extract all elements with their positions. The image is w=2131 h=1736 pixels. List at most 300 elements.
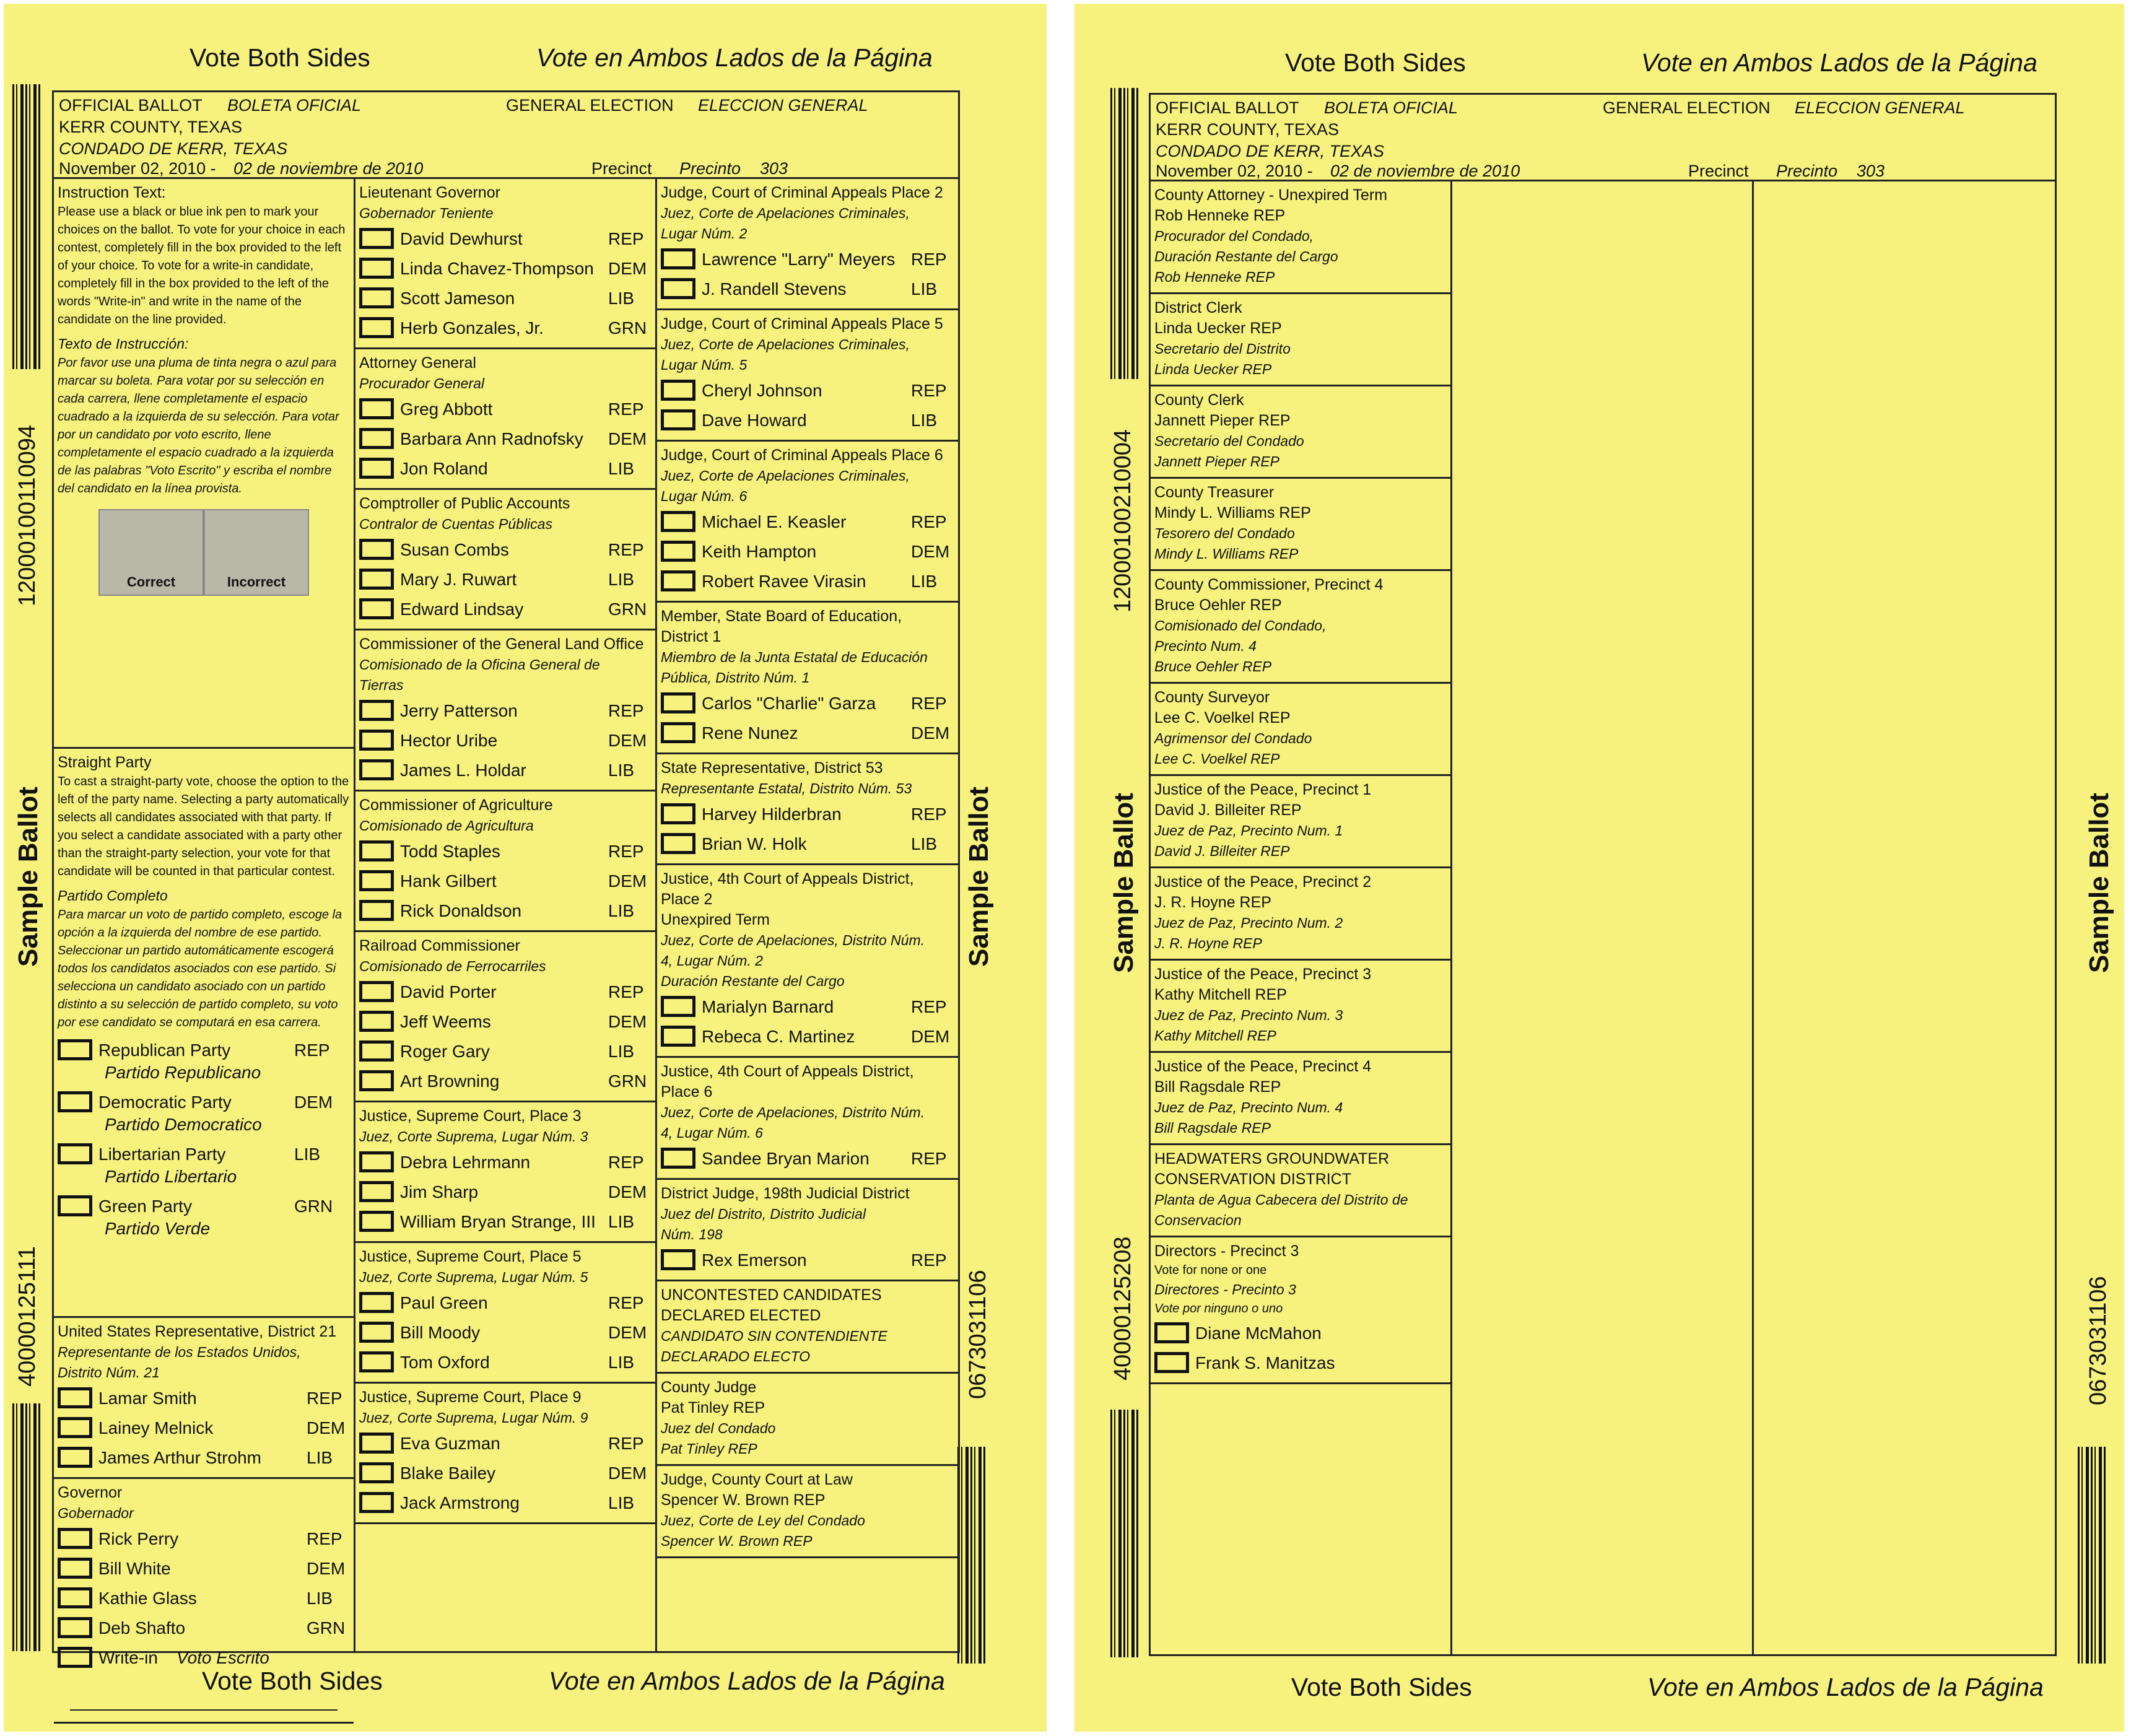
vote-checkbox[interactable] xyxy=(661,1249,695,1270)
vote-checkbox[interactable] xyxy=(661,996,695,1017)
candidate-option[interactable] xyxy=(359,253,652,283)
party-abbr: LIB xyxy=(911,279,938,299)
vote-checkbox[interactable] xyxy=(1154,1352,1189,1373)
vote-checkbox[interactable] xyxy=(359,1492,394,1513)
candidate-name: Cheryl Johnson xyxy=(702,380,822,400)
candidate-option[interactable] xyxy=(661,799,954,829)
candidate-name: Tom Oxford xyxy=(400,1352,490,1372)
candidate-option[interactable] xyxy=(359,1177,652,1206)
contest-title: Place 2 xyxy=(661,891,713,908)
vote-checkbox[interactable] xyxy=(359,1070,394,1091)
vote-checkbox[interactable] xyxy=(661,511,695,532)
candidate-name: Diane McMahon xyxy=(1195,1323,1322,1343)
uncontested-office xyxy=(657,1466,958,1558)
uncontested-title: UNCONTESTED CANDIDATES xyxy=(661,1286,882,1304)
ballot-page-back xyxy=(1074,4,2124,1732)
vote-checkbox[interactable] xyxy=(58,1195,92,1216)
official-ballot: OFFICIAL BALLOT xyxy=(59,96,203,115)
ballot-page-front xyxy=(4,4,1047,1732)
straight-party-block xyxy=(54,749,354,1318)
candidate-option[interactable] xyxy=(661,244,954,274)
contest-title: Unexpired Term xyxy=(661,911,770,928)
party-abbr: DEM xyxy=(608,1011,647,1031)
candidate-name: Marialyn Barnard xyxy=(702,997,834,1016)
candidate-name: Bill White xyxy=(98,1558,171,1578)
candidate-option[interactable] xyxy=(661,718,954,748)
vote-checkbox[interactable] xyxy=(661,248,695,269)
vote-checkbox[interactable] xyxy=(58,1039,92,1060)
vote-checkbox[interactable] xyxy=(58,1647,92,1668)
candidate-name: Mary J. Ruwart xyxy=(400,569,517,589)
candidate-name: Hank Gilbert xyxy=(400,871,497,891)
vote-checkbox[interactable] xyxy=(661,278,695,299)
candidate-option[interactable] xyxy=(58,1383,350,1413)
candidate-option[interactable] xyxy=(359,224,652,253)
office-title-es: Secretario del Condado xyxy=(1154,433,1304,449)
instructions-title-es: Texto de Instrucción: xyxy=(58,336,189,352)
contest-title: Justice, 4th Court of Appeals District, xyxy=(661,870,914,888)
contest-governor xyxy=(54,1479,354,1724)
uncontested-office xyxy=(1151,571,1450,684)
party-abbr: LIB xyxy=(294,1145,321,1164)
sample-ballot-label: Sample Ballot xyxy=(1109,793,1139,973)
office-title: Judge, County Court at Law xyxy=(661,1471,853,1488)
headwaters-title-2: CONSERVATION DISTRICT xyxy=(1154,1171,1352,1188)
ballot-column-3 xyxy=(657,179,958,1651)
vote-checkbox[interactable] xyxy=(58,1091,92,1112)
candidate-name: Blake Bailey xyxy=(400,1463,496,1483)
contest-title-es: Distrito Núm. 21 xyxy=(58,1364,160,1381)
candidate-option[interactable] xyxy=(359,896,652,925)
vote-checkbox[interactable] xyxy=(661,409,695,430)
office-title: District Clerk xyxy=(1154,299,1242,316)
candidate-option[interactable] xyxy=(359,313,652,342)
candidate-option[interactable] xyxy=(359,1006,652,1036)
vote-both-sides-es-top: Vote en Ambos Lados de la Página xyxy=(1641,48,2037,77)
county-name: KERR COUNTY, TEXAS xyxy=(59,118,243,136)
candidate-name: David Porter xyxy=(400,982,497,1001)
timing-barcode xyxy=(12,84,41,369)
party-name xyxy=(98,1195,294,1240)
contest-title: Directors - Precinct 3 xyxy=(1154,1242,1299,1260)
candidate-name: Michael E. Keasler xyxy=(702,512,847,531)
candidate-name: J. Randell Stevens xyxy=(702,279,847,299)
candidate-option[interactable] xyxy=(359,696,652,725)
timing-barcode xyxy=(957,1447,986,1664)
vote-checkbox[interactable] xyxy=(359,1462,394,1483)
candidate-option[interactable] xyxy=(359,1288,652,1317)
candidate-name: Jeff Weems xyxy=(400,1011,491,1031)
contest-title: Commissioner of the General Land Office xyxy=(359,635,644,653)
party-abbr: GRN xyxy=(608,1071,647,1091)
write-in-option[interactable] xyxy=(58,1642,350,1672)
contest-sc5 xyxy=(355,1243,655,1384)
timing-barcode xyxy=(2078,1447,2106,1664)
vote-checkbox[interactable] xyxy=(359,700,394,721)
candidate-name: Rob Henneke REP xyxy=(1154,207,1286,224)
vote-checkbox[interactable] xyxy=(359,569,394,590)
uncontested-header xyxy=(657,1281,958,1374)
vote-checkbox[interactable] xyxy=(58,1447,92,1468)
headwaters-block xyxy=(1151,1145,1450,1237)
contest-sboe xyxy=(657,603,958,754)
contest-title-es: Juez, Corte de Apelaciones Criminales, xyxy=(661,336,910,352)
vote-checkbox[interactable] xyxy=(359,900,394,921)
vote-checkbox[interactable] xyxy=(661,833,695,854)
candidate-option[interactable] xyxy=(359,1036,652,1066)
candidate-option[interactable] xyxy=(58,1524,350,1553)
office-title: Justice of the Peace, Precinct 1 xyxy=(1154,781,1372,798)
vote-checkbox[interactable] xyxy=(661,722,695,743)
candidate-name: Lainey Melnick xyxy=(98,1418,214,1437)
party-option[interactable] xyxy=(58,1039,350,1084)
vote-checkbox[interactable] xyxy=(661,1148,695,1169)
contest-title-es: Directores - Precinto 3 xyxy=(1154,1281,1296,1298)
county-name-es: CONDADO DE KERR, TEXAS xyxy=(59,139,288,158)
timing-barcode xyxy=(1110,88,1139,379)
party-abbr: REP xyxy=(911,1250,947,1270)
office-title: County Treasurer xyxy=(1154,484,1275,501)
candidate-option[interactable] xyxy=(359,836,652,866)
candidate-name: Jannett Pieper REP xyxy=(1154,412,1291,429)
candidate-option[interactable] xyxy=(359,755,652,785)
vote-checkbox[interactable] xyxy=(58,1558,92,1579)
vote-checkbox[interactable] xyxy=(661,1026,695,1047)
vote-both-sides-es-top: Vote en Ambos Lados de la Página xyxy=(536,43,933,72)
election-date-es: 02 de noviembre de 2010 xyxy=(233,159,424,178)
candidate-option[interactable] xyxy=(359,283,652,313)
party-abbr: LIB xyxy=(608,288,635,308)
candidate-name: Jim Sharp xyxy=(400,1182,479,1202)
ballot-column-2 xyxy=(355,179,657,1651)
candidate-name: Rick Donaldson xyxy=(400,901,522,920)
candidate-name-es: Spencer W. Brown REP xyxy=(661,1533,813,1549)
contest-title-es: Juez, Corte de Apelaciones Criminales, xyxy=(661,205,910,221)
candidate-option[interactable] xyxy=(661,1143,954,1173)
election-name: GENERAL ELECTION xyxy=(1603,98,1771,117)
party-option[interactable] xyxy=(58,1143,350,1188)
contest-title-es: Comisionado de Agricultura xyxy=(359,818,534,834)
candidate-name: Linda Uecker REP xyxy=(1154,320,1282,337)
office-title-es: Juez de Paz, Precinto Num. 4 xyxy=(1154,1099,1343,1115)
contest-sc9 xyxy=(355,1384,655,1524)
party-name-es: Partido Libertario xyxy=(105,1167,237,1186)
candidate-option[interactable] xyxy=(359,977,652,1006)
vote-checkbox[interactable] xyxy=(58,1417,92,1438)
vote-both-sides-es-bottom: Vote en Ambos Lados de la Página xyxy=(549,1667,945,1695)
candidate-option[interactable] xyxy=(359,1458,652,1488)
vote-checkbox[interactable] xyxy=(58,1143,92,1164)
straight-party-title: Straight Party xyxy=(58,754,152,771)
party-name-es: Partido Republicano xyxy=(105,1063,261,1082)
candidate-name: Barbara Ann Radnofsky xyxy=(400,429,583,448)
election-date: November 02, 2010 - xyxy=(59,159,216,178)
vote-checkbox[interactable] xyxy=(359,840,394,861)
uncontested-office xyxy=(1151,386,1450,479)
party-abbr: REP xyxy=(294,1040,330,1060)
uncontested-title-es: CANDIDATO SIN CONTENDIENTE xyxy=(661,1328,887,1344)
timing-barcode xyxy=(1110,1410,1139,1657)
contest-us_rep xyxy=(54,1318,354,1479)
party-abbr: REP xyxy=(608,700,644,720)
vote-checkbox[interactable] xyxy=(359,1181,394,1202)
contest-title-es: Tierras xyxy=(359,677,404,693)
office-title-es: Comisionado del Condado, xyxy=(1154,617,1327,634)
candidate-name: David J. Billeiter REP xyxy=(1154,801,1302,819)
vote-checkbox[interactable] xyxy=(661,541,695,562)
uncontested-title-2: DECLARED ELECTED xyxy=(661,1307,821,1324)
vote-checkbox[interactable] xyxy=(359,981,394,1002)
party-option[interactable] xyxy=(58,1195,350,1240)
vote-both-sides-es-bottom: Vote en Ambos Lados de la Página xyxy=(1647,1673,2044,1701)
candidate-option[interactable] xyxy=(359,866,652,896)
vote-both-sides-top: Vote Both Sides xyxy=(190,43,370,72)
ballot-column-1 xyxy=(54,179,355,1667)
candidate-option[interactable] xyxy=(58,1553,350,1583)
candidate-option[interactable] xyxy=(661,1245,954,1275)
vote-checkbox[interactable] xyxy=(359,258,394,279)
timing-barcode xyxy=(12,1403,41,1651)
office-title: County Attorney - Unexpired Term xyxy=(1154,186,1388,204)
uncontested-office xyxy=(1151,181,1450,294)
party-abbr: REP xyxy=(911,693,947,713)
party-abbr: LIB xyxy=(608,760,635,780)
vote-checkbox[interactable] xyxy=(359,1322,394,1343)
candidate-name: Bill Moody xyxy=(400,1322,481,1342)
candidate-name: Rex Emerson xyxy=(702,1250,807,1270)
party-abbr: LIB xyxy=(608,901,635,920)
ballot-frame xyxy=(1149,93,2057,1656)
candidate-name-es: Pat Tinley REP xyxy=(661,1441,757,1457)
contest-title-es: Juez, Corte de Apelaciones, Distrito Núm. xyxy=(661,1104,925,1120)
contest-title-es: Comisionado de Ferrocarriles xyxy=(359,958,546,974)
contest-title: Lieutenant Governor xyxy=(359,184,500,201)
precinct-label: Precinct xyxy=(1688,162,1749,180)
candidate-option[interactable] xyxy=(661,566,954,596)
contest-dj198 xyxy=(657,1180,958,1281)
contest-title-es: Lugar Núm. 5 xyxy=(661,357,747,373)
candidate-name: James Arthur Strohm xyxy=(98,1447,261,1467)
vote-checkbox[interactable] xyxy=(359,1151,394,1172)
vote-checkbox[interactable] xyxy=(359,228,394,249)
contest-title-es: Comisionado de la Oficina General de xyxy=(359,656,600,673)
ballot-frame xyxy=(52,90,960,1667)
party-abbr: DEM xyxy=(608,1182,647,1202)
vote-checkbox[interactable] xyxy=(58,1587,92,1608)
party-abbr: DEM xyxy=(307,1558,346,1578)
election-date-es: 02 de noviembre de 2010 xyxy=(1330,162,1520,180)
party-abbr: DEM xyxy=(608,1322,647,1342)
office-title: County Commissioner, Precinct 4 xyxy=(1154,576,1384,593)
party-abbr: LIB xyxy=(911,410,938,430)
official-ballot-es: BOLETA OFICIAL xyxy=(227,96,362,115)
candidate-option[interactable] xyxy=(359,564,652,594)
ballot-column-3 xyxy=(1754,181,2055,1654)
contest-lt_gov xyxy=(355,179,655,349)
party-name xyxy=(98,1091,294,1136)
candidate-option[interactable] xyxy=(359,1488,652,1517)
vote-checkbox[interactable] xyxy=(359,598,394,619)
vote-checkbox[interactable] xyxy=(359,1433,394,1454)
party-abbr: DEM xyxy=(911,723,950,743)
candidate-option[interactable] xyxy=(661,507,954,536)
contest-title: Judge, Court of Criminal Appeals Place 5 xyxy=(661,315,943,333)
vote-checkbox[interactable] xyxy=(661,803,695,824)
vote-checkbox[interactable] xyxy=(661,570,695,591)
vote-checkbox[interactable] xyxy=(359,1351,394,1372)
vote-both-sides-bottom: Vote Both Sides xyxy=(1291,1673,1472,1701)
vote-checkbox[interactable] xyxy=(359,1292,394,1313)
straight-party-text-es: Para marcar un voto de partido completo, escoge la opción a la izquierda del nombre de ese partido. Seleccionar un partido automáticamente escogerá todos los candidatos asociados con ese partido. Si selecciona un candidato asociado con un partido distinto a su selección de partido completo, su voto por ese candidato se computará en esa carrera. xyxy=(58,908,342,1029)
candidate-name: Lamar Smith xyxy=(98,1388,197,1408)
candidate-option[interactable] xyxy=(359,394,652,424)
office-title: Justice of the Peace, Precinct 3 xyxy=(1154,966,1372,983)
office-title-es: Agrimensor del Condado xyxy=(1154,730,1312,746)
candidate-name: Kathie Glass xyxy=(98,1588,197,1608)
contest-title-es: Procurador General xyxy=(359,375,484,391)
vote-checkbox[interactable] xyxy=(661,692,695,713)
party-abbr: REP xyxy=(911,380,947,400)
vote-checkbox[interactable] xyxy=(661,380,695,401)
candidate-option[interactable] xyxy=(359,424,652,453)
party-abbr: LIB xyxy=(307,1588,333,1608)
election-name: GENERAL ELECTION xyxy=(506,96,674,115)
instructions-text-es: Por favor use una pluma de tinta negra o azul para marcar su boleta. Para votar por su selección en cada carrera, llene completamente el espacio cuadrado a la izquierda de su selección. Para votar por un candidato por voto escrito, llene completamente el espacio cuadrado a la izquierda de las palabras "Voto Escrito" y escriba el nombre del candidato en la línea provista. xyxy=(58,356,339,495)
candidate-name: Spencer W. Brown REP xyxy=(661,1491,826,1509)
contest-coa2 xyxy=(657,865,958,1058)
party-abbr: GRN xyxy=(307,1618,346,1638)
candidate-option[interactable] xyxy=(359,1317,652,1347)
directors-precinct-3 xyxy=(1151,1237,1450,1384)
contest-title: Place 6 xyxy=(661,1083,713,1101)
candidate-option[interactable] xyxy=(359,1066,652,1096)
vote-checkbox[interactable] xyxy=(359,870,394,891)
contest-cca5 xyxy=(657,310,958,442)
vote-checkbox[interactable] xyxy=(359,539,394,560)
official-ballot-es: BOLETA OFICIAL xyxy=(1324,98,1458,117)
candidate-name-es: David J. Billeiter REP xyxy=(1154,843,1290,859)
party-abbr: REP xyxy=(608,539,644,559)
candidate-option[interactable] xyxy=(1154,1318,1447,1348)
contest-title: State Representative, District 53 xyxy=(661,759,883,777)
candidate-option[interactable] xyxy=(359,534,652,564)
county-name-es: CONDADO DE KERR, TEXAS xyxy=(1156,142,1385,160)
office-title: County Judge xyxy=(661,1379,757,1396)
candidate-name: J. R. Hoyne REP xyxy=(1154,894,1271,911)
candidate-name: William Bryan Strange, III xyxy=(400,1211,596,1231)
candidate-name: Susan Combs xyxy=(400,539,509,559)
precinct-label-es: Precinto xyxy=(1776,162,1838,180)
candidate-option[interactable] xyxy=(661,829,954,858)
vote-checkbox[interactable] xyxy=(359,398,394,419)
party-name-en: Green Party xyxy=(98,1197,192,1216)
vote-checkbox[interactable] xyxy=(359,1211,394,1232)
party-name-es: Partido Democratico xyxy=(105,1115,262,1134)
vote-checkbox[interactable] xyxy=(359,458,394,479)
party-abbr: REP xyxy=(608,1152,644,1172)
vote-checkbox[interactable] xyxy=(359,317,394,338)
candidate-option[interactable] xyxy=(359,594,652,624)
candidate-option[interactable] xyxy=(661,274,954,303)
candidate-option[interactable] xyxy=(661,1021,954,1051)
candidate-option[interactable] xyxy=(359,453,652,483)
office-title-es: Duración Restante del Cargo xyxy=(1154,248,1338,264)
candidate-option[interactable] xyxy=(661,992,954,1021)
ballot-id-number: 40000125111 xyxy=(14,1246,40,1387)
party-abbr: REP xyxy=(911,804,947,824)
vote-checkbox[interactable] xyxy=(58,1617,92,1638)
candidate-option[interactable] xyxy=(58,1583,350,1613)
vote-checkbox[interactable] xyxy=(359,1011,394,1032)
election-date: November 02, 2010 - xyxy=(1156,162,1313,180)
vote-checkbox[interactable] xyxy=(1154,1322,1189,1343)
contest-coa6 xyxy=(657,1058,958,1180)
vote-checkbox[interactable] xyxy=(359,759,394,780)
candidate-option[interactable] xyxy=(359,1428,652,1458)
contest-title-es: Juez, Corte Suprema, Lugar Núm. 5 xyxy=(359,1269,588,1285)
party-abbr: LIB xyxy=(911,571,938,591)
contest-title-es: Duración Restante del Cargo xyxy=(661,973,845,989)
contest-title: Justice, Supreme Court, Place 3 xyxy=(359,1107,582,1125)
party-abbr: GRN xyxy=(294,1197,333,1216)
party-abbr: REP xyxy=(608,1433,644,1453)
uncontested-office xyxy=(1151,1053,1450,1145)
election-name-es: ELECCION GENERAL xyxy=(698,96,868,115)
contest-title: United States Representative, District 21 xyxy=(58,1323,337,1340)
candidate-option[interactable] xyxy=(661,375,954,405)
vote-checkbox[interactable] xyxy=(359,287,394,308)
candidate-option[interactable] xyxy=(359,1147,652,1177)
ballot-id-number: 0673031106 xyxy=(965,1270,991,1399)
candidate-option[interactable] xyxy=(359,1347,652,1377)
vote-checkbox[interactable] xyxy=(359,730,394,751)
vote-both-sides-bottom: Vote Both Sides xyxy=(202,1667,383,1695)
candidate-option[interactable] xyxy=(661,536,954,566)
party-abbr: LIB xyxy=(608,1352,635,1372)
vote-checkbox[interactable] xyxy=(359,428,394,449)
candidate-option[interactable] xyxy=(58,1413,350,1442)
party-option[interactable] xyxy=(58,1091,350,1136)
candidate-option[interactable] xyxy=(58,1613,350,1642)
vote-checkbox[interactable] xyxy=(58,1528,92,1549)
uncontested-office xyxy=(657,1374,958,1466)
candidate-option[interactable] xyxy=(58,1442,350,1472)
contest-title: Justice, Supreme Court, Place 5 xyxy=(359,1248,582,1265)
candidate-option[interactable] xyxy=(359,1206,652,1236)
vote-checkbox[interactable] xyxy=(359,1040,394,1062)
party-abbr: REP xyxy=(608,229,644,248)
instructions-block xyxy=(54,179,354,749)
uncontested-office xyxy=(1151,961,1450,1053)
office-title-es: Juez de Paz, Precinto Num. 1 xyxy=(1154,822,1343,839)
county-name: KERR COUNTY, TEXAS xyxy=(1156,120,1340,139)
candidate-name: Bruce Oehler REP xyxy=(1154,596,1282,614)
write-in-line[interactable] xyxy=(70,1709,338,1711)
contest-title-es: Juez, Corte de Apelaciones Criminales, xyxy=(661,468,910,484)
vote-checkbox[interactable] xyxy=(58,1387,92,1408)
candidate-name: Eva Guzman xyxy=(400,1433,500,1453)
contest-ag xyxy=(355,349,655,490)
election-name-es: ELECCION GENERAL xyxy=(1795,98,1965,117)
candidate-option[interactable] xyxy=(661,688,954,718)
office-title-es: Juez del Condado xyxy=(661,1420,776,1436)
candidate-option[interactable] xyxy=(661,405,954,435)
office-title-es: Juez de Paz, Precinto Num. 3 xyxy=(1154,1007,1343,1023)
contest-title-es: Miembro de la Junta Estatal de Educación xyxy=(661,649,928,665)
candidate-name: Dave Howard xyxy=(702,410,807,430)
candidate-option[interactable] xyxy=(359,725,652,755)
candidate-option[interactable] xyxy=(1154,1348,1447,1377)
